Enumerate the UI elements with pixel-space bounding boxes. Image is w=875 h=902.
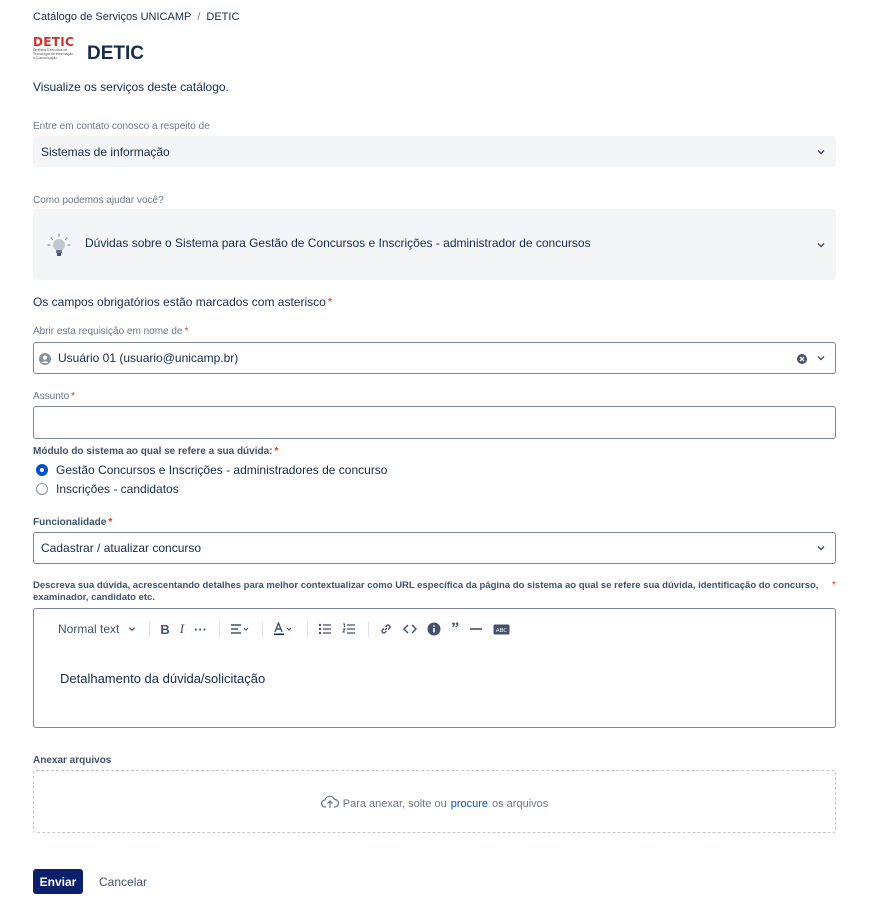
module-option-label: Gestão Concursos e Inscrições - administradores de concurso: [56, 463, 388, 477]
italic-icon[interactable]: I: [179, 621, 185, 636]
logo-word: DETIC: [33, 35, 75, 49]
dropzone-message: [34, 795, 835, 810]
required-asterisk: *: [184, 326, 189, 337]
toolbar-divider: [262, 621, 263, 637]
dropzone-suffix: os arquivos: [492, 798, 549, 810]
feature-label-text: Funcionalidade: [33, 517, 107, 528]
required-fields-note: [33, 295, 332, 309]
lightbulb-icon: [47, 233, 71, 259]
subject-label-text: Assunto: [33, 391, 70, 402]
required-asterisk: *: [274, 446, 279, 457]
detic-logo: [33, 36, 75, 72]
breadcrumb: [33, 11, 239, 23]
description-label: [33, 580, 833, 604]
submit-button[interactable]: Enviar: [33, 869, 83, 894]
bullet-list-icon[interactable]: [318, 620, 332, 638]
on-behalf-select[interactable]: [33, 342, 836, 374]
svg-text:ABC: ABC: [495, 627, 508, 634]
description-editor-text: Detalhamento da dúvida/solicitação: [60, 671, 266, 686]
feature-select[interactable]: [33, 532, 836, 564]
page-description: Visualize os serviços deste catálogo.: [33, 80, 229, 94]
on-behalf-label: [33, 326, 188, 337]
contact-select-value: Sistemas de informação: [41, 145, 170, 159]
help-label: Como podemos ajudar você?: [33, 195, 164, 206]
toolbar-divider: [219, 621, 220, 637]
help-select-value: Dúvidas sobre o Sistema para Gestão de Concursos e Inscrições - administrador de concursos: [85, 236, 591, 250]
logo-subtitle: Diretoria Executiva de Tecnologia da Informação e Comunicação: [33, 48, 74, 60]
radio-unselected[interactable]: [36, 483, 48, 495]
user-avatar-icon: [39, 352, 51, 364]
more-formatting-icon[interactable]: ···: [194, 621, 208, 637]
module-option-candidates[interactable]: [36, 482, 179, 496]
required-asterisk: *: [327, 295, 333, 309]
breadcrumb-current-link[interactable]: DETIC: [206, 11, 240, 23]
breadcrumb-root-link[interactable]: Catálogo de Serviços UNICAMP: [33, 11, 192, 23]
cancel-button[interactable]: Cancelar: [92, 869, 154, 894]
required-asterisk: *: [71, 391, 76, 402]
chevron-down-icon: [815, 146, 827, 158]
required-note-text: Os campos obrigatórios estão marcados com asterisco: [33, 295, 326, 309]
code-icon[interactable]: [403, 620, 417, 638]
module-option-admin[interactable]: [36, 463, 387, 477]
text-style-label: Normal text: [58, 622, 120, 636]
feature-select-value: Cadastrar / atualizar concurso: [41, 541, 202, 555]
chevron-down-icon: [815, 239, 827, 251]
editor-toolbar: [58, 620, 520, 638]
radio-selected[interactable]: [36, 464, 48, 476]
on-behalf-value: Usuário 01 (usuario@unicamp.br): [58, 351, 239, 365]
description-label-line1: Descreva sua dúvida, acrescentando detalhes para melhor contextualizar como URL específica da página do sistema ao qual se refere sua dúvida, identificação do concurso,: [33, 580, 819, 591]
on-behalf-label-text: Abrir esta requisição em nome de: [33, 326, 183, 337]
dropzone-prefix: Para anexar, solte ou: [342, 798, 447, 810]
quote-icon[interactable]: ”: [451, 620, 460, 637]
chevron-down-icon: [815, 352, 827, 364]
chevron-down-icon: [127, 624, 137, 634]
cloud-upload-icon: [321, 795, 339, 809]
feature-label: [33, 517, 112, 528]
toolbar-divider: [368, 621, 369, 637]
chevron-down-icon: [815, 542, 827, 554]
contact-label: Entre em contato conosco a respeito de: [33, 121, 210, 132]
bold-icon[interactable]: B: [160, 621, 170, 637]
text-color-icon[interactable]: [273, 620, 295, 638]
subject-input[interactable]: [33, 406, 836, 439]
description-label-line2: examinador, candidato etc.: [33, 592, 155, 603]
browse-files-link[interactable]: procure: [450, 798, 488, 810]
toolbar-divider: [149, 621, 150, 637]
module-option-label: Inscrições - candidatos: [56, 482, 179, 496]
text-style-dropdown[interactable]: [58, 620, 137, 638]
subject-label: [33, 391, 75, 402]
info-panel-icon[interactable]: [427, 620, 441, 638]
required-asterisk: *: [832, 580, 836, 591]
divider-icon[interactable]: [469, 620, 483, 638]
attachments-label: Anexar arquivos: [33, 755, 112, 766]
attachments-dropzone[interactable]: [33, 770, 836, 833]
page-title: DETIC: [87, 43, 144, 64]
toolbar-divider: [307, 621, 308, 637]
spellcheck-icon[interactable]: [493, 620, 510, 638]
contact-select[interactable]: [33, 136, 836, 167]
align-icon[interactable]: [230, 620, 250, 638]
help-select[interactable]: [33, 209, 836, 280]
module-label-text: Módulo do sistema ao qual se refere a sua dúvida:: [33, 446, 273, 457]
breadcrumb-separator: /: [197, 11, 201, 23]
module-label: [33, 446, 278, 457]
numbered-list-icon[interactable]: [342, 620, 356, 638]
required-asterisk: *: [108, 517, 113, 528]
link-icon[interactable]: [379, 620, 393, 638]
clear-icon[interactable]: [796, 352, 808, 364]
